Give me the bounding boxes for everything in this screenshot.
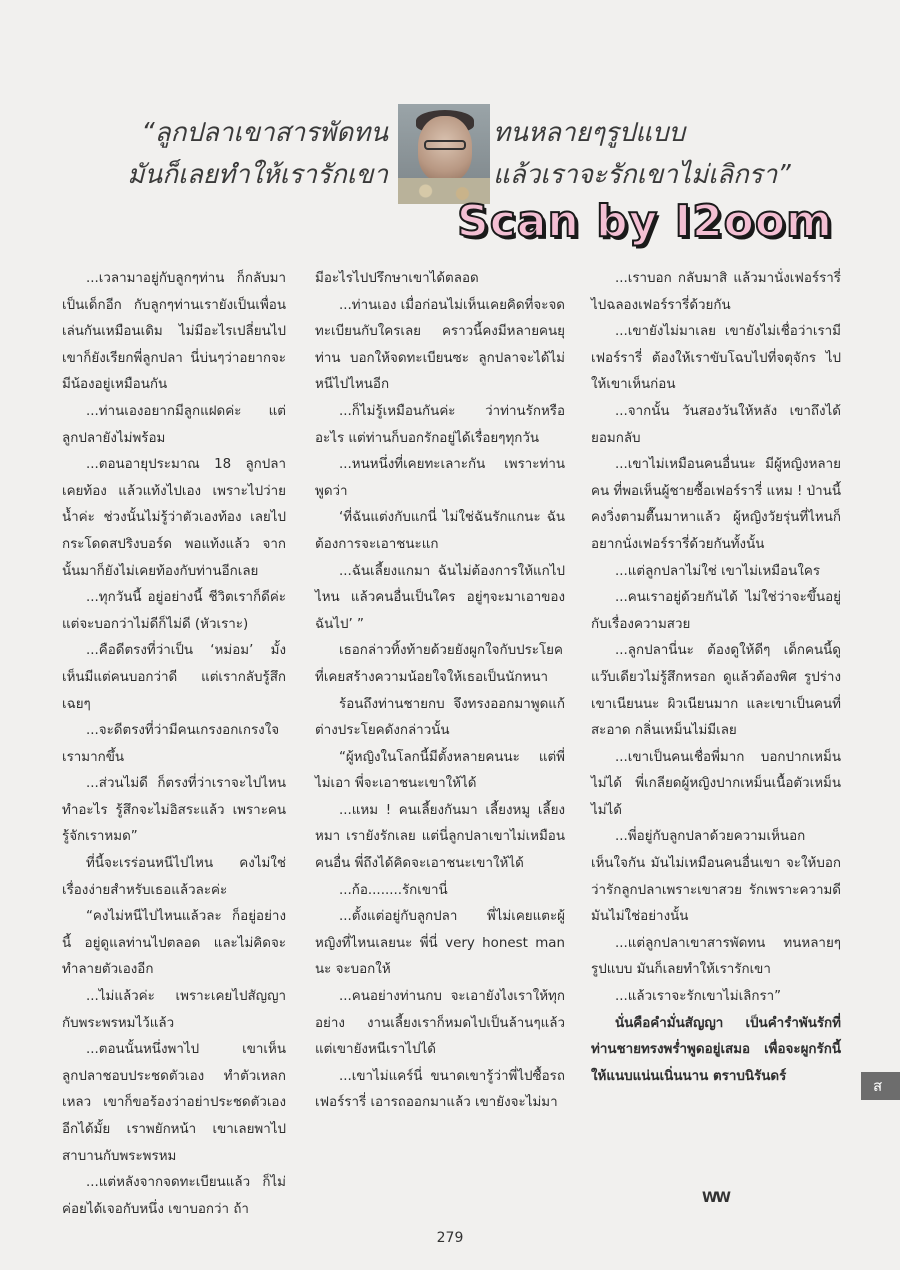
paragraph: ร้อนถึงท่านชายกบ จึงทรงออกมาพูดแก้ต่างประโยคดังกล่าวนั้น bbox=[315, 696, 565, 739]
paragraph: ...เขาเป็นคนเชื่อพี่มาก บอกปากเหม็นไม่ได้ พี่เกลียดผู้หญิงปากเหม็นเนื้อตัวเหม็นไม่ได้ bbox=[591, 749, 841, 818]
paragraph: “ผู้หญิงในโลกนี้มีตั้งหลายคนนะ แต่พี่ไม่เอา พี่จะเอาชนะเขาให้ได้ bbox=[315, 749, 565, 792]
paragraph: ...คือดีตรงที่ว่าเป็น ‘หม่อม’ มั้ง เห็นมีแต่คนบอกว่าดี แต่เรากลับรู้สึกเฉยๆ bbox=[62, 643, 286, 712]
paragraph: ...เวลามาอยู่กับลูกๆท่าน ก็กลับมาเป็นเด็กอีก กับลูกๆท่านเรายังเป็นเพื่อนเล่นกันเหมือนเดิม ไม่มีอะไรเปลี่ยนไป เขาก็ยังเรียกพี่ลูกปลา นี่บ่นๆว่าอยากจะมีน้องอยู่เหมือนกัน bbox=[62, 271, 286, 393]
paragraph: ...คนอย่างท่านกบ จะเอายังไงเราให้ทุกอย่าง งานเลี้ยงเราก็หมดไปเป็นล้านๆแล้ว แต่เขายังหนีเราไปได้ bbox=[315, 989, 565, 1058]
paragraph: ...แต่ลูกปลาไม่ใช่ เขาไม่เหมือนใคร bbox=[615, 563, 821, 579]
paragraph: ...ส่วนไม่ดี ก็ตรงที่ว่าเราจะไปไหน ทำอะไร รู้สึกจะไม่อิสระแล้ว เพราะคนรู้จักเราหมด” bbox=[62, 776, 286, 845]
paragraph: ...แต่ลูกปลาเขาสารพัดทน ทนหลายๆรูปแบบ มันก็เลยทำให้เรารักเขา bbox=[591, 935, 841, 978]
page-number: 279 bbox=[436, 1230, 464, 1246]
paragraph: ...พี่อยู่กับลูกปลาด้วยความเห็นอกเห็นใจกัน มันไม่เหมือนคนอื่นเขา จะให้บอกว่ารักลูกปลาเพราะเขาสวย รักเพราะความดี มันไม่ใช่อย่างนั้น bbox=[591, 829, 841, 925]
paragraph: ...จากนั้น วันสองวันให้หลัง เขาถึงได้ยอมกลับ bbox=[591, 403, 841, 446]
portrait-photo bbox=[398, 104, 490, 204]
paragraph: ...แล้วเราจะรักเขาไม่เลิกรา” bbox=[615, 989, 782, 1005]
paragraph: ...ตั้งแต่อยู่กับลูกปลา พี่ไม่เคยแตะผู้หญิงที่ไหนเลยนะ พี่นี่ very honest man นะ จะบอกให้ bbox=[315, 909, 565, 978]
paragraph: ...เขาไม่แคร์นี่ ขนาดเขารู้ว่าพี่ไปซื้อรถเฟอร์รารี่ เอารถออกมาแล้ว เขายังจะไม่มา bbox=[315, 1068, 565, 1111]
paragraph: ...ฉันเลี้ยงแกมา ฉันไม่ต้องการให้แกไปไหน แล้วคนอื่นเป็นใคร อยู่ๆจะมาเอาของฉันไป’ ” bbox=[315, 563, 565, 632]
paragraph: ‘ที่ฉันแต่งกับแกนี่ ไม่ใช่ฉันรักแกนะ ฉันต้องการจะเอาชนะแก bbox=[315, 510, 565, 552]
article-column-3 bbox=[591, 266, 841, 1090]
paragraph: ...ท่านเองอยากมีลูกแฝดค่ะ แต่ลูกปลายังไม่พร้อม bbox=[62, 403, 286, 446]
paragraph: ...เขาไม่เหมือนคนอื่นนะ มีผู้หญิงหลายคน ที่พอเห็นผู้ชายซื้อเฟอร์รารี่ แหม ! ป่านนี้คงวิ่งตามตื๊นมาหาแล้ว ผู้หญิงวัยรุ่นที่ไหนก็อยากนั่งเฟอร์รารี่ด้วยกันทั้งนั้น bbox=[591, 457, 841, 552]
paragraph: ...ไม่แล้วค่ะ เพราะเคยไปสัญญากับพระพรหมไว้แล้ว bbox=[62, 989, 286, 1031]
end-mark: WW bbox=[702, 1190, 729, 1206]
paragraph: เธอกล่าวทิ้งท้ายด้วยยังผูกใจกับประโยคที่เคยสร้างความน้อยใจให้เธอเป็นนักหนา bbox=[315, 643, 563, 685]
paragraph: ...คนเราอยู่ด้วยกันได้ ไม่ใช่ว่าจะขึ้นอยู่กับเรื่องความสวย bbox=[591, 590, 841, 632]
paragraph: ...เขายังไม่มาเลย เขายังไม่เชื่อว่าเรามีเฟอร์รารี่ ต้องให้เราขับโฉบไปที่จตุจักร ไปให้เขาเห็นก่อน bbox=[591, 324, 841, 393]
pull-quote-line: มันก็เลยทำให้เรารักเขา bbox=[127, 160, 388, 190]
paragraph: ที่นี้จะเรร่อนหนีไปไหน คงไม่ใช่เรื่องง่ายสำหรับเธอแล้วละค่ะ bbox=[62, 856, 286, 898]
article-column-1 bbox=[62, 266, 286, 1223]
paragraph: ...ก็ไม่รู้เหมือนกันค่ะ ว่าท่านรักหรืออะไร แต่ท่านก็บอกรักอยู่ได้เรื่อยๆทุกวัน bbox=[315, 403, 565, 446]
paragraph: ...จะดีตรงที่ว่ามีคนเกรงอกเกรงใจเรามากขึ้น bbox=[62, 723, 280, 765]
paragraph: ...ท่านเอง เมื่อก่อนไม่เห็นเคยคิดที่จะจดทะเบียนกับใครเลย คราวนี้คงมีหลายคนยุท่าน บอกให้จดทะเบียนซะ ลูกปลาจะได้ไม่หนีไปไหนอีก bbox=[315, 297, 565, 393]
paragraph: ...ทุกวันนี้ อยู่อย่างนี้ ชีวิตเราก็ดีค่ะ แต่จะบอกว่าไม่ดีก็ไม่ดี (หัวเราะ) bbox=[62, 590, 286, 632]
paragraph: ...ลูกปลานี่นะ ต้องดูให้ดีๆ เด็กคนนี้ดูแว๊บเดียวไม่รู้สึกหรอก ดูแล้วต้องพิศ รูปร่างเขาเนียนนะ ผิวเนียนมาก และเขาเป็นคนที่สะอาด กลิ่นเหม็นไม่มีเลย bbox=[591, 643, 841, 739]
article-column-2 bbox=[315, 266, 565, 1117]
paragraph: ...ตอนอายุประมาณ 18 ลูกปลาเคยท้อง แล้วแท้งไปเอง เพราะไปว่ายน้ำค่ะ ช่วงนั้นไม่รู้ว่าตัวเองท้อง เลยไปกระโดดสปริงบอร์ด พอแท้งแล้ว จากนั้นมาก็ยังไม่เคยท้องกับท่านอีกเลย bbox=[62, 457, 286, 579]
paragraph: ...หนหนึ่งที่เคยทะเลาะกัน เพราะท่านพูดว่า bbox=[315, 457, 565, 499]
paragraph: ...แหม ! คนเลี้ยงกันมา เลี้ยงหมู เลี้ยงหมา เรายังรักเลย แต่นี่ลูกปลาเขาไม่เหมือนคนอื่น พี่ถึงได้คิดจะเอาชนะเขาให้ได้ bbox=[315, 802, 565, 872]
paragraph: ...แต่หลังจากจดทะเบียนแล้ว ก็ไม่ค่อยได้เจอกับหนึ่ง เขาบอกว่า ถ้า bbox=[62, 1175, 286, 1217]
paragraph: ...ตอนนั้นหนึ่งพาไป เขาเห็นลูกปลาชอบประชดตัวเอง ทำตัวเหลกเหลว เขาก็ขอร้องว่าอย่าประชดตัวเองอีกได้มั้ย เราพยักหน้า เขาเลยพาไปสาบานกับพระพรหม bbox=[62, 1042, 286, 1164]
pull-quote-line: แล้วเราจะรักเขาไม่เลิกรา” bbox=[493, 160, 791, 190]
pull-quote-line: ทนหลายๆรูปแบบ bbox=[493, 118, 686, 148]
pull-quote-right bbox=[493, 112, 791, 196]
paragraph: ...เราบอก กลับมาสิ แล้วมานั่งเฟอร์รารี่ ไปฉลองเฟอร์รารี่ด้วยกัน bbox=[591, 271, 841, 313]
pull-quote-line: “ลูกปลาเขาสารพัดทน bbox=[141, 118, 388, 148]
paragraph: มีอะไรไปปรึกษาเขาได้ตลอด bbox=[315, 271, 479, 286]
pull-quote-left bbox=[127, 112, 388, 196]
paragraph: นั่นคือคำมั่นสัญญา เป็นคำรำพันรักที่ท่านชายทรงพร่ำพูดอยู่เสมอ เพื่อจะผูกรักนี้ให้แนบแน่นเนิ่นนาน ตราบนิรันดร์ bbox=[591, 1015, 841, 1084]
paragraph: “คงไม่หนีไปไหนแล้วละ ก็อยู่อย่างนี้ อยู่ดูแลท่านไปตลอด และไม่คิดจะทำลายตัวเองอีก bbox=[62, 909, 286, 978]
scan-watermark: Scan by I2oom bbox=[457, 196, 833, 247]
section-tab: ส bbox=[861, 1072, 900, 1100]
paragraph: ...ก้อ........รักเขานี่ bbox=[339, 882, 448, 898]
